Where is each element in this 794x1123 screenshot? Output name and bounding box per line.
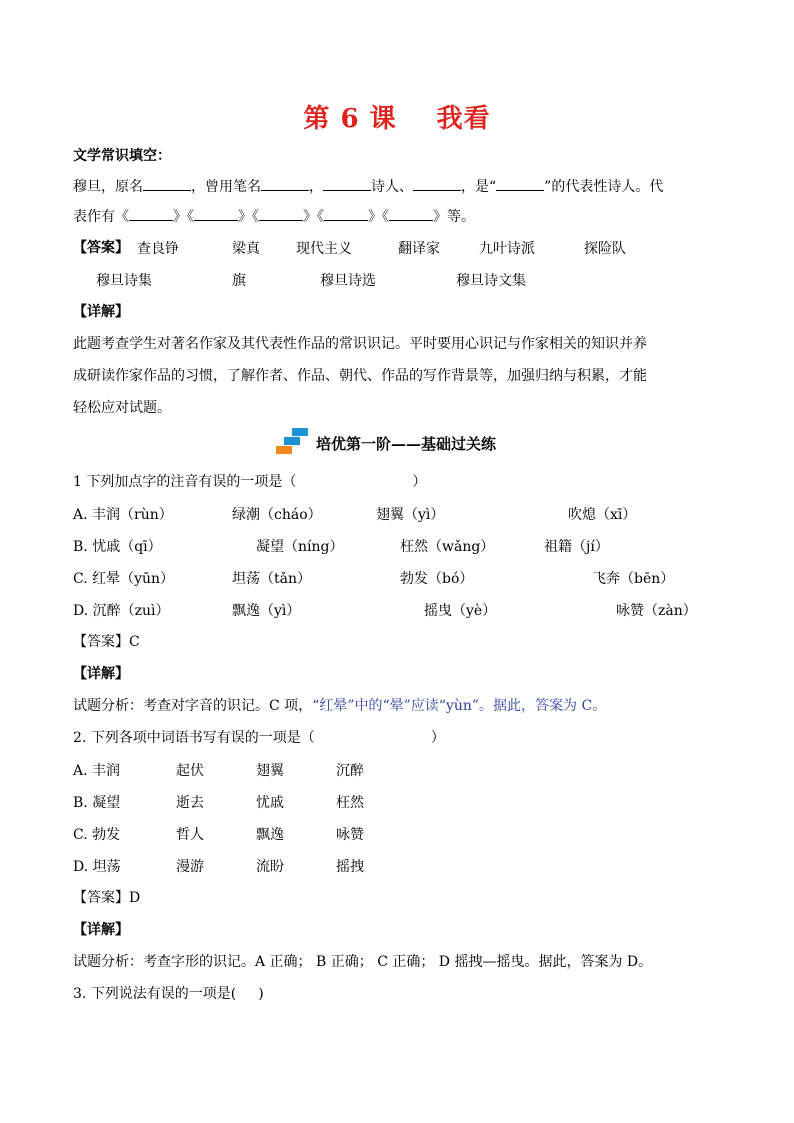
literary-line-1: 穆旦，原名 ，曾用笔名 ， 诗人、 ，是“ ”的代表性诗人。代 — [73, 176, 663, 197]
q2-option-d: 流盼 — [256, 859, 284, 875]
q1-detail-label: 【详解】 — [73, 666, 129, 682]
q1-option-a: A. 丰润（rùn） — [73, 507, 173, 523]
q1-option-a: 翅翼（yì） — [376, 507, 445, 523]
literary-line-2: 表作有《 》《 》《 》《 》《 》等。 — [73, 206, 475, 227]
q2-option-b: 逝去 — [176, 795, 204, 811]
q2-stem: 2. 下列各项中词语书写有误的一项是（ ） — [73, 730, 445, 746]
q1-option-c: 飞奔（bēn） — [592, 571, 675, 587]
q2-option-d: 漫游 — [176, 859, 204, 875]
q1-option-d: D. 沉醉（zuì） — [73, 603, 170, 619]
q2-option-c: 飘逸 — [256, 827, 284, 843]
answer-item: 探险队 — [584, 241, 626, 257]
q1-option-c: 坦荡（tǎn） — [232, 571, 311, 587]
q2-option-a: 沉醉 — [336, 763, 364, 779]
lesson-name: 我看 — [436, 104, 491, 134]
literary-detail-line: 轻松应对试题。 — [73, 400, 171, 416]
literary-heading: 文学常识填空： — [73, 148, 171, 164]
q1-option-b: 枉然（wǎng） — [400, 539, 495, 555]
q2-option-b: 忧戚 — [256, 795, 284, 811]
q2-option-b: 枉然 — [336, 795, 364, 811]
q2-option-b: B. 凝望 — [73, 795, 121, 811]
q3-stem: 3. 下列说法有误的一项是( ) — [73, 986, 264, 1002]
answer-item: 梁真 — [232, 241, 260, 257]
q2-answer: 【答案】D — [73, 890, 141, 906]
answer-item: 穆旦诗集 — [96, 273, 152, 289]
q1-option-b: 祖籍（jí） — [544, 539, 609, 555]
answer-item: 翻译家 — [398, 241, 440, 257]
answer-item: 查良铮 — [137, 241, 179, 257]
q2-detail-label: 【详解】 — [73, 922, 129, 938]
literary-answer-row-1: 【答案】 — [73, 240, 129, 256]
q1-option-a: 吹熄（xī） — [568, 507, 637, 523]
q1-analysis: 试题分析：考查对字音的识记。C 项，“红晕”中的“晕”应读“yùn”。据此，答案为 C。 — [73, 698, 607, 714]
q2-option-d: 摇拽 — [336, 859, 364, 875]
q2-option-c: 哲人 — [176, 827, 204, 843]
lesson-number: 第 6 课 — [303, 104, 397, 134]
q1-answer: 【答案】C — [73, 634, 140, 650]
q2-option-a: A. 丰润 — [73, 763, 121, 779]
page-title — [0, 98, 794, 135]
q1-option-c: 勃发（bó） — [400, 571, 474, 587]
answer-item: 旗 — [232, 273, 246, 289]
q1-option-c: C. 红晕（yūn） — [73, 571, 175, 587]
q1-option-d: 咏赞（zàn） — [616, 603, 697, 619]
literary-detail-label: 【详解】 — [73, 304, 129, 320]
section-header — [276, 428, 496, 458]
section-title: 培优第一阶——基础过关练 — [316, 434, 497, 453]
q1-option-b: 凝望（níng） — [256, 539, 344, 555]
q1-option-d: 飘逸（yì） — [232, 603, 301, 619]
q2-option-c: C. 勃发 — [73, 827, 121, 843]
q1-option-d: 摇曳（yè） — [424, 603, 497, 619]
q1-option-b: B. 忧戚（qī） — [73, 539, 162, 555]
answer-item: 穆旦诗选 — [320, 273, 376, 289]
answer-item: 穆旦诗文集 — [456, 273, 526, 289]
literary-detail-line: 成研读作家作品的习惯，了解作者、作品、朝代、作品的写作背景等，加强归纳与积累，才能 — [73, 368, 647, 384]
q2-option-d: D. 坦荡 — [73, 859, 121, 875]
answer-item: 九叶诗派 — [479, 241, 535, 257]
q1-stem: 1 下列加点字的注音有误的一项是（ ） — [73, 474, 427, 490]
answer-item: 现代主义 — [296, 241, 352, 257]
stairs-logo-icon — [276, 428, 310, 458]
q1-option-a: 绿潮（cháo） — [232, 507, 322, 523]
q2-analysis: 试题分析：考查字形的识记。A 正确； B 正确； C 正确； D 摇拽—摇曳。据此，答案为 D。 — [73, 954, 653, 970]
q2-option-c: 咏赞 — [336, 827, 364, 843]
literary-detail-line: 此题考查学生对著名作家及其代表性作品的常识识记。平时要用心识记与作家相关的知识并养 — [73, 336, 647, 352]
q2-option-a: 翅翼 — [256, 763, 284, 779]
q2-option-a: 起伏 — [176, 763, 204, 779]
